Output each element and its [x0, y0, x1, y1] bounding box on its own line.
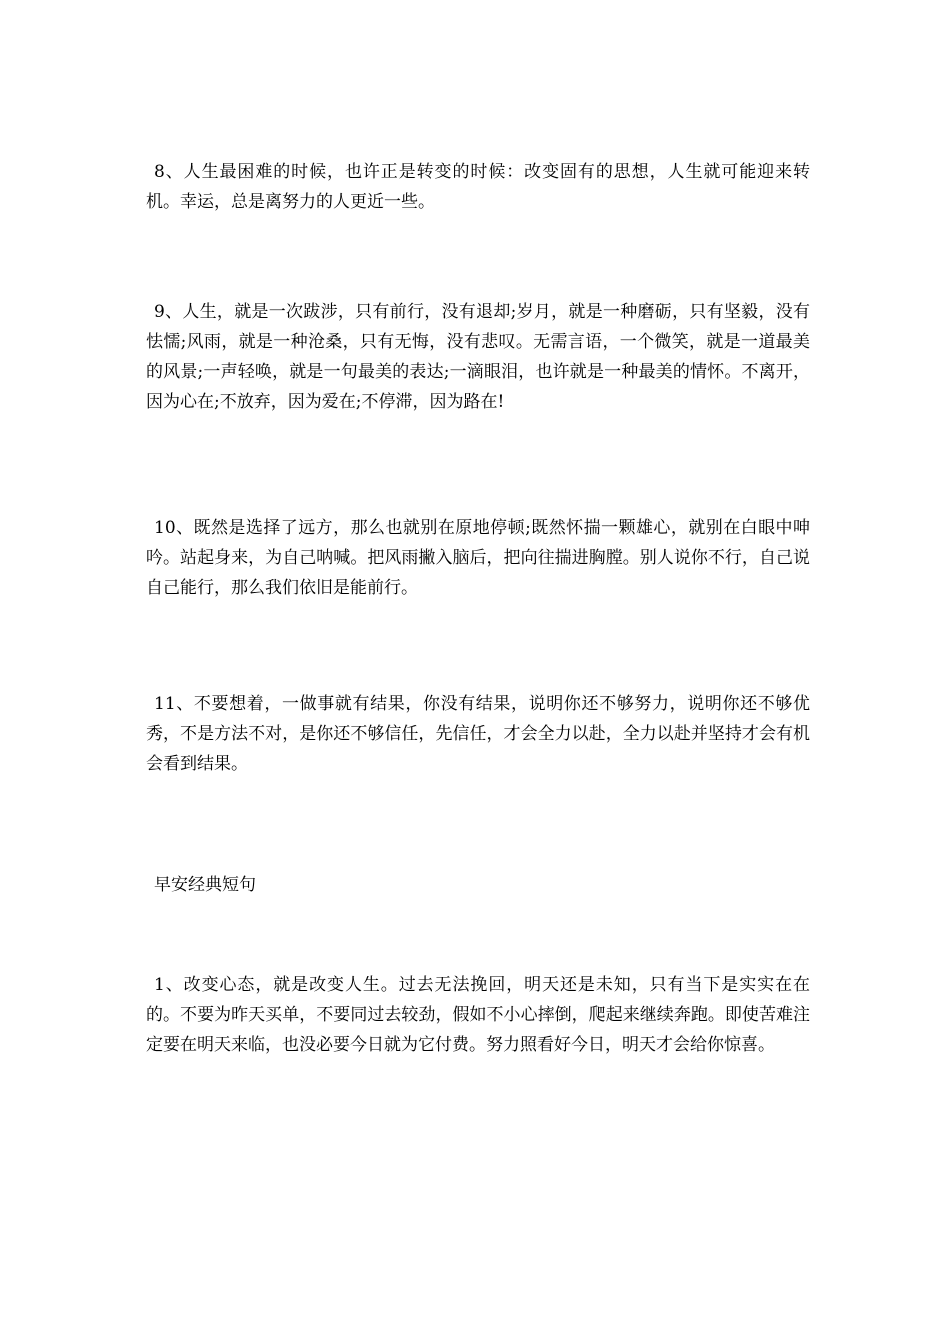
- quote-paragraph-9: 9、人生，就是一次跋涉，只有前行，没有退却;岁月，就是一种磨砺，只有坚毅，没有怯懦;风雨，就是一种沧桑，只有无悔，没有悲叹。无需言语，一个微笑，就是一道最美的风景;一声轻唤，就是一句最美的表达;一滴眼泪，也许就是一种最美的情怀。不离开，因为心在;不放弃，因为爱在;不停滞，因为路在!: [146, 302, 810, 412]
- quote-paragraph-11: 11、不要想着，一做事就有结果，你没有结果，说明你还不够努力，说明你还不够优秀，不是方法不对，是你还不够信任，先信任，才会全力以赴，全力以赴并坚持才会有机会看到结果。: [146, 694, 810, 774]
- quote-paragraph-1: 1、改变心态，就是改变人生。过去无法挽回，明天还是未知，只有当下是实实在在的。不要为昨天买单，不要同过去较劲，假如不小心摔倒，爬起来继续奔跑。即使苦难注定要在明天来临，也没必要今日就为它付费。努力照看好今日，明天才会给你惊喜。: [146, 975, 810, 1055]
- section-heading: 早安经典短句: [154, 875, 256, 895]
- quote-paragraph-10: 10、既然是选择了远方，那么也就别在原地停顿;既然怀揣一颗雄心，就别在白眼中呻吟。站起身来，为自己呐喊。把风雨撇入脑后，把向往揣进胸膛。别人说你不行，自己说自己能行，那么我们依旧是能前行。: [146, 518, 810, 598]
- quote-paragraph-8: 8、人生最困难的时候，也许正是转变的时候：改变固有的思想，人生就可能迎来转机。幸运，总是离努力的人更近一些。: [146, 162, 810, 212]
